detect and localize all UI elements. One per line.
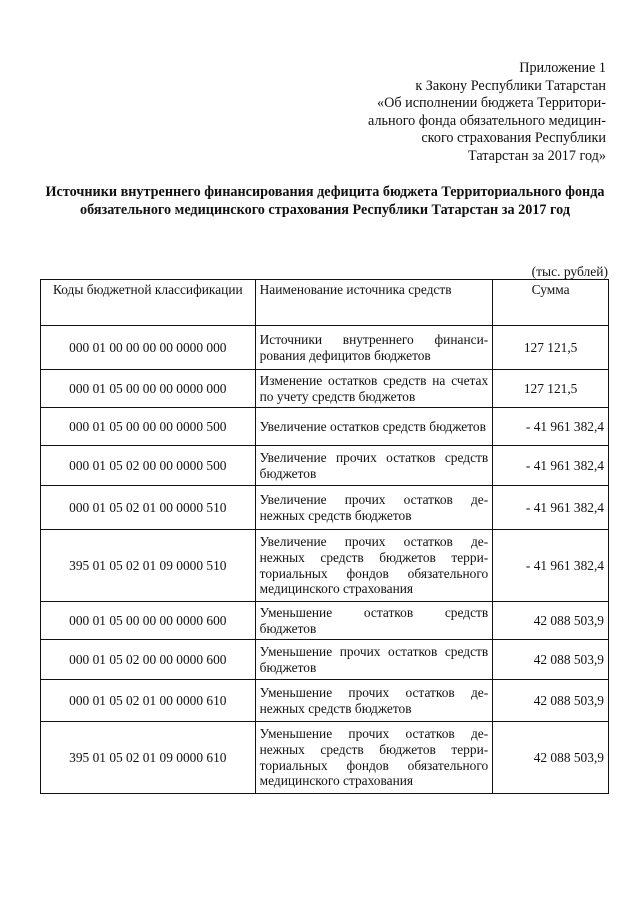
row-code: 000 01 05 02 01 00 0000 510 (41, 486, 256, 530)
table-row (41, 602, 609, 640)
row-sum: - 41 961 382,4 (493, 446, 609, 486)
row-sum: 127 121,5 (493, 326, 609, 370)
row-sum: 42 088 503,9 (493, 722, 609, 794)
row-code: 395 01 05 02 01 09 0000 510 (41, 530, 256, 602)
table-row (41, 486, 609, 530)
row-name: Источники внутреннего финанси-рования дефицитов бюджетов (255, 326, 493, 370)
table-header-row (41, 280, 609, 326)
row-sum: 127 121,5 (493, 370, 609, 408)
appendix-line: к Закону Республики Татарстан (415, 77, 606, 94)
table-row (41, 370, 609, 408)
row-name: Увеличение прочих остатков де-нежных средств бюджетов (255, 486, 493, 530)
table-row (41, 408, 609, 446)
row-code: 000 01 05 02 01 00 0000 610 (41, 680, 256, 722)
row-sum: 42 088 503,9 (493, 640, 609, 680)
row-code: 000 01 05 00 00 00 0000 000 (41, 370, 256, 408)
row-code: 000 01 00 00 00 00 0000 000 (41, 326, 256, 370)
header-sum: Сумма (493, 280, 609, 326)
row-sum: - 41 961 382,4 (493, 486, 609, 530)
row-code: 000 01 05 00 00 00 0000 500 (41, 408, 256, 446)
appendix-line: ского страхования Республики (421, 130, 606, 147)
row-name: Увеличение остатков средств бюджетов (255, 408, 493, 446)
row-sum: - 41 961 382,4 (493, 408, 609, 446)
row-name: Увеличение прочих остатков де-нежных средств бюджетов терри-ториальных фондов обязательного медицинского страхования (255, 530, 493, 602)
row-sum: - 41 961 382,4 (493, 530, 609, 602)
table-row (41, 326, 609, 370)
row-code: 000 01 05 02 00 00 0000 600 (41, 640, 256, 680)
appendix-line: ального фонда обязательного медицин- (368, 112, 606, 129)
units-label: (тыс. рублей) (531, 264, 608, 279)
header-codes: Коды бюджетной классификации (41, 280, 256, 326)
row-sum: 42 088 503,9 (493, 680, 609, 722)
row-code: 395 01 05 02 01 09 0000 610 (41, 722, 256, 794)
document-title: Источники внутреннего финансирования дефицита бюджета Территориального фонда обязательного медицинского страхования Республики Татарстан за 2017 год (45, 184, 605, 218)
row-name: Уменьшение прочих остатков де-нежных средств бюджетов (255, 680, 493, 722)
row-name: Уменьшение прочих остатков де-нежных средств бюджетов терри-ториальных фондов обязательного медицинского страхования (255, 722, 493, 794)
appendix-line: «Об исполнении бюджета Территори- (377, 95, 606, 112)
row-code: 000 01 05 02 00 00 0000 500 (41, 446, 256, 486)
row-name: Изменение остатков средств на счетах по учету средств бюджетов (255, 370, 493, 408)
row-name: Уменьшение прочих остатков средств бюджетов (255, 640, 493, 680)
table-row (41, 530, 609, 602)
header-name: Наименование источника средств (255, 280, 493, 326)
appendix-line: Приложение 1 (519, 60, 606, 76)
table-row (41, 640, 609, 680)
appendix-block (368, 60, 606, 166)
appendix-line: Татарстан за 2017 год» (468, 147, 606, 164)
row-name: Увеличение прочих остатков средств бюджетов (255, 446, 493, 486)
row-name: Уменьшение остатков средств бюджетов (255, 602, 493, 640)
row-sum: 42 088 503,9 (493, 602, 609, 640)
table-row (41, 680, 609, 722)
row-code: 000 01 05 00 00 00 0000 600 (41, 602, 256, 640)
sources-table (40, 279, 609, 794)
table-row (41, 722, 609, 794)
table-row (41, 446, 609, 486)
